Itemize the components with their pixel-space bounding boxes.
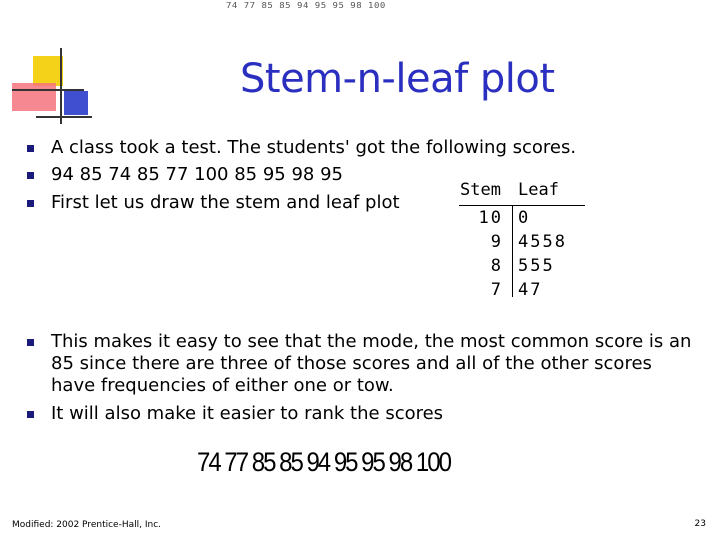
- leaf-values: 0: [518, 208, 531, 228]
- bullet-square-icon: [27, 172, 34, 179]
- bullet-text: It will also make it easier to rank the scores: [51, 403, 444, 424]
- bullet-text: 94 85 74 85 77 100 85 95 98 95: [51, 164, 343, 185]
- leaf-values: 555: [518, 256, 555, 276]
- bullet-square-icon: [27, 339, 34, 346]
- sorted-scores: 74 77 85 85 94 95 95 98 100: [197, 448, 450, 478]
- bullet-text: First let us draw the stem and leaf plot: [51, 192, 400, 213]
- leaf-header: Leaf: [518, 180, 559, 200]
- bullet-text: A class took a test. The students' got the following scores.: [51, 137, 577, 158]
- page-number: 23: [694, 519, 706, 529]
- decorative-logo: [0, 0, 110, 125]
- stem-value: 9: [490, 232, 503, 252]
- logo-red-square: [12, 83, 56, 111]
- bullet-square-icon: [27, 200, 34, 207]
- logo-vertical-line: [60, 48, 62, 124]
- header-strip: 74 77 85 85 94 95 95 98 100: [226, 2, 386, 11]
- stem-value: 7: [490, 280, 503, 300]
- slide-title: Stem-n-leaf plot: [240, 56, 555, 102]
- logo-yellow-square: [33, 56, 63, 86]
- bullet-square-icon: [27, 145, 34, 152]
- logo-blue-square: [64, 91, 88, 115]
- logo-bottom-line: [36, 116, 92, 118]
- leaf-values: 47: [518, 280, 543, 300]
- header-divider: [459, 205, 585, 206]
- stem-value: 8: [490, 256, 503, 276]
- stem-header: Stem: [460, 180, 501, 200]
- bullet-square-icon: [27, 411, 34, 418]
- logo-horizontal-line: [12, 89, 84, 91]
- footer-credit: Modified: 2002 Prentice-Hall, Inc.: [12, 520, 162, 530]
- bullet-text: This makes it easy to see that the mode, the most common score is an 85 since there are three of those scores and all of the other scores have frequencies of either one or tow.: [51, 331, 698, 396]
- stem-value: 10: [478, 208, 503, 228]
- stem-leaf-divider: [512, 205, 513, 297]
- leaf-values: 4558: [518, 232, 567, 252]
